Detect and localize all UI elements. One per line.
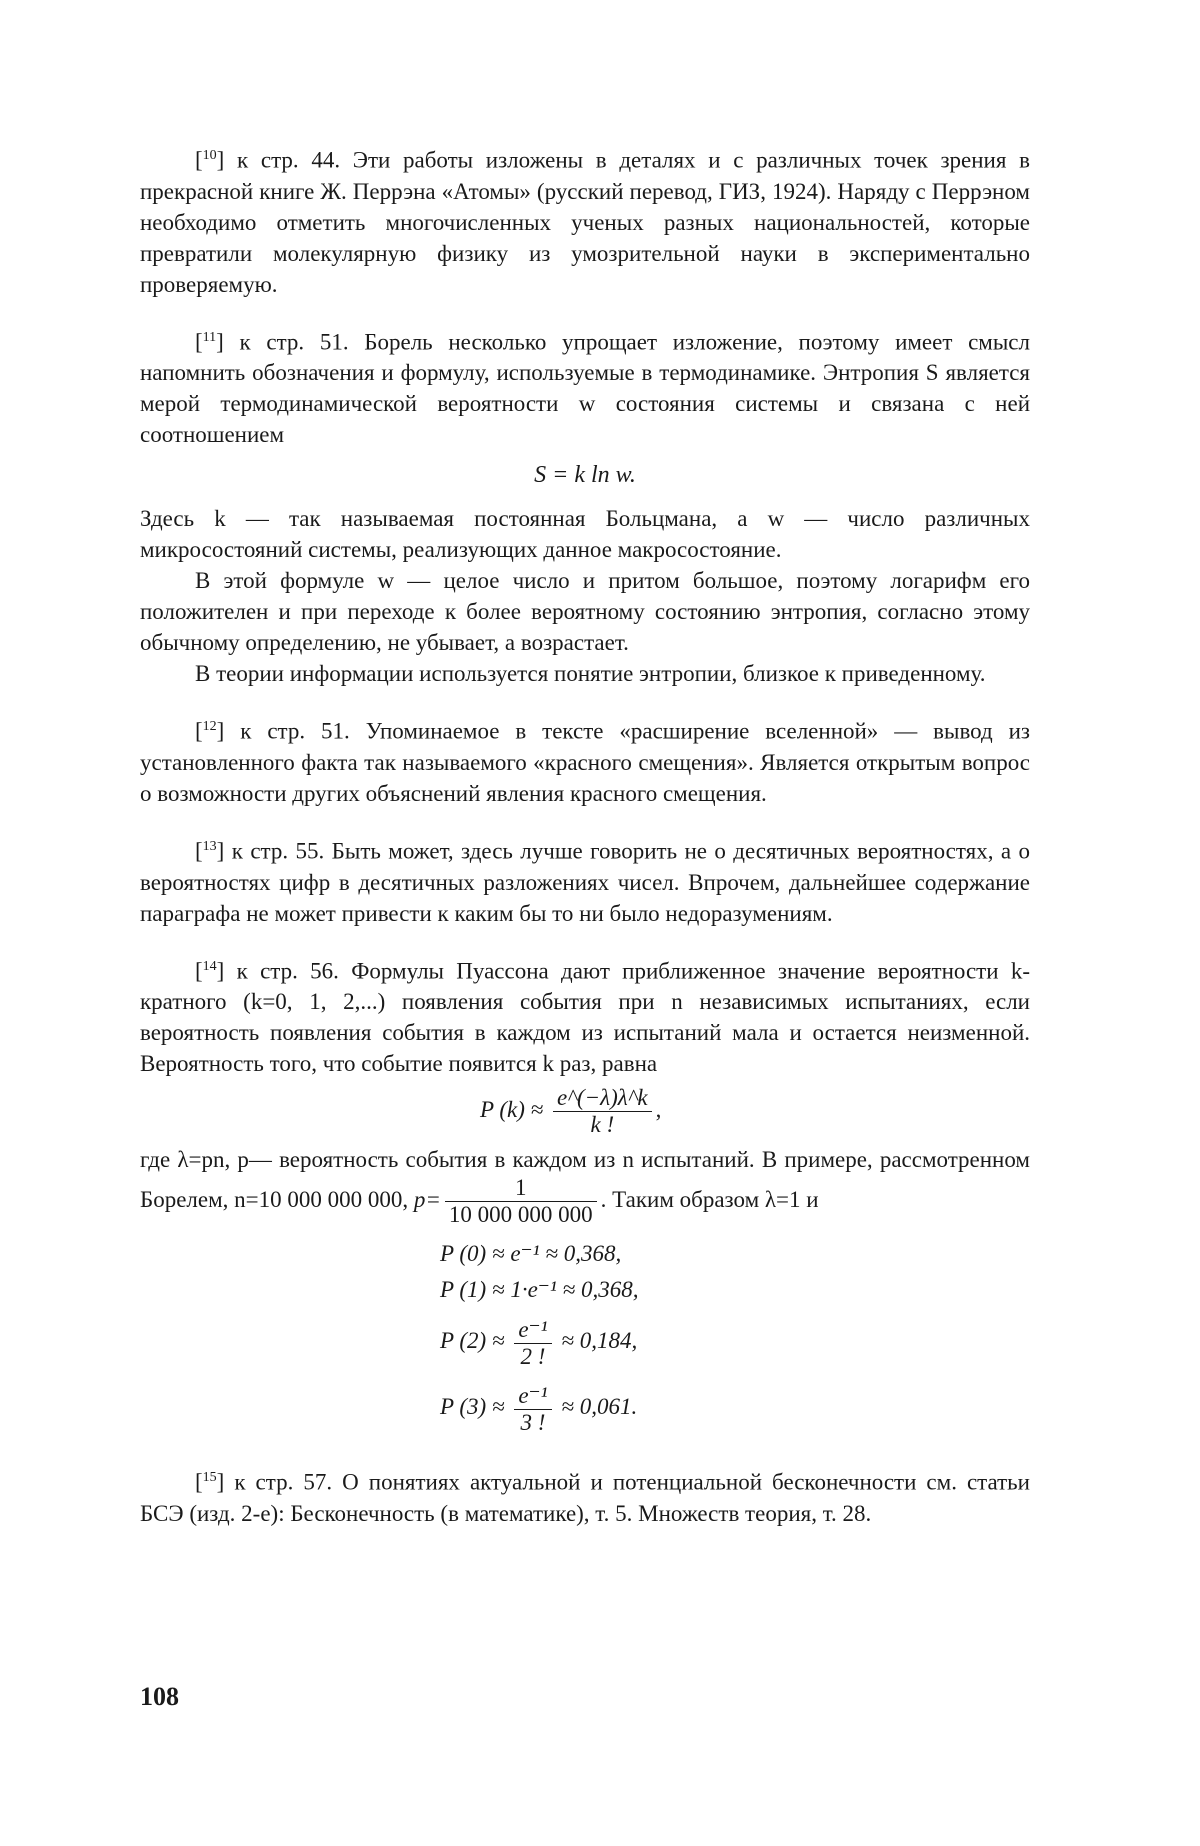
note-text: к стр. 56. Формулы Пуассона дают приближенное значение вероятности k-кратного (k=0, 1, 2,...) появления события при n независимых испытаниях, если вероятность появления события в каждом из испытаний мала и остается неизменной. Вероятность того, что событие появится k раз, равна — [140, 958, 1030, 1077]
equation-p2 — [440, 1308, 1030, 1374]
probability-equations — [440, 1236, 1030, 1440]
note-14: [$^{14}$] к стр. 56. Формулы Пуассона дают приближенное значение вероятности k-кратного (k=0, 1, 2,...) появления события при n независимых испытаниях, если вероятность появления события в каждом из испытаний мала и остается неизменной. Вероятность того, что событие появится k раз, равна — [140, 958, 1030, 1077]
note-13: [$^{13}$] к стр. 55. Быть может, здесь лучше говорить не о десятичных вероятностях, а о вероятностях цифр в десятичных разложениях чисел. Впрочем, дальнейшее содержание параграфа не может привести к каким бы то ни было недоразумениям. — [140, 838, 1030, 926]
equation-p2-num: e⁻¹ — [514, 1317, 551, 1344]
poisson-numerator: e^(−λ)λ^k — [553, 1085, 652, 1112]
note-ref: 12 — [202, 719, 217, 735]
note-15: [$^{15}$] к стр. 57. О понятиях актуальной и потенциальной бесконечности см. статьи БСЭ (изд. 2-е): Бесконечность (в математике), т. 5. Множеств теория, т. 28. — [140, 1469, 1030, 1526]
note-ref: 11 — [202, 329, 217, 345]
note-text: к стр. 55. Быть может, здесь лучше говорить не о десятичных вероятностях, а о вероятностях цифр в десятичных разложениях чисел. Впрочем, дальнейшее содержание параграфа не может привести к каким бы то ни было недоразумениям. — [140, 838, 1030, 926]
note-14-where: где λ=pn, p— вероятность события в каждом из n испытаний. В примере, рассмотренном Борелем, n=10 000 000 000, — [140, 1147, 1030, 1213]
note-11-text-d: В теории информации используется понятие энтропии, близкое к приведенному. — [195, 661, 986, 687]
note-text: к стр. 44. Эти работы изложены в деталях и с различных точек зрения в прекрасной книге Ж. Перрэна «Атомы» (русский перевод, ГИЗ, 1924). Наряду с Перрэном необходимо отметить многочисленных ученых разных национальностей, которые превратили молекулярную физику из умозрительной науки в экспериментально проверяемую. — [140, 147, 1030, 297]
note-ref: 15 — [202, 1470, 217, 1486]
p-numerator: 1 — [445, 1175, 597, 1202]
poisson-lhs: P (k) ≈ — [480, 1097, 544, 1123]
poisson-fraction — [553, 1085, 652, 1138]
note-ref: 10 — [202, 148, 217, 163]
equation-p3-rhs: ≈ 0,061. — [561, 1394, 638, 1420]
equation-p2-fraction — [514, 1317, 551, 1370]
equation-p3-den: 3 ! — [520, 1409, 546, 1435]
poisson-denominator: k ! — [590, 1112, 615, 1138]
p-fraction — [445, 1175, 597, 1228]
notes-column — [140, 140, 1030, 1529]
note-14-thus: . Таким образом λ=1 и — [600, 1187, 819, 1213]
page-number: 108 — [140, 1682, 179, 1711]
note-11: [$^{11}$] к стр. 51. Борель несколько упрощает изложение, поэтому имеет смысл напомнить обозначения и формулу, используемые в термодинамике. Энтропия S является мерой термодинамической вероятности w состояния системы и связана с ней соотношением — [140, 329, 1030, 448]
note-ref: 13 — [202, 838, 217, 854]
entropy-formula: S = k ln w. — [534, 462, 636, 489]
equation-p2-rhs: ≈ 0,184, — [561, 1328, 638, 1354]
equation-p3-num: e⁻¹ — [514, 1383, 551, 1410]
note-text: к стр. 51. Упоминаемое в тексте «расширение вселенной» — вывод из установленного факта так называемого «красного смещения». Является открытым вопрос о возможности других объяснений явления красного смещения. — [140, 718, 1030, 806]
poisson-formula: P (k) ≈ $\frac{e\^{}(-\lambda)\lambda\^{}k}{k !}$ , — [480, 1085, 662, 1138]
equation-p2-den: 2 ! — [520, 1343, 546, 1369]
equation-p2-lhs: P (2) ≈ — [440, 1328, 505, 1354]
note-12: [$^{12}$] к стр. 51. Упоминаемое в тексте «расширение вселенной» — вывод из установленного факта так называемого «красного смещения». Является открытым вопрос о возможности других объяснений явления красного смещения. — [140, 718, 1030, 806]
equation-p3 — [440, 1374, 1030, 1440]
p-lhs: p= — [413, 1187, 441, 1213]
note-ref: 14 — [202, 958, 217, 974]
equation-p0: P (0) ≈ e⁻¹ ≈ 0,368, — [440, 1241, 622, 1267]
note-14-text-b — [140, 1144, 1030, 1228]
note-text: к стр. 57. О понятиях актуальной и потенциальной бесконечности см. статьи БСЭ (изд. 2-е): Бесконечность (в математике), т. 5. Множеств теория, т. 28. — [140, 1469, 1030, 1526]
note-11-text-b: Здесь k — так называемая постоянная Больцмана, а w — число различных микросостояний системы, реализующих данное макросостояние. — [140, 506, 1030, 563]
note-10: [$^{10}$] к стр. 44. Эти работы изложены в деталях и с различных точек зрения в прекрасной книге Ж. Перрэна «Атомы» (русский перевод, ГИЗ, 1924). Наряду с Перрэном необходимо отметить многочисленных ученых разных национальностей, которые превратили молекулярную физику из умозрительной науки в экспериментально проверяемую. — [140, 147, 1030, 297]
equation-p1: P (1) ≈ 1·e⁻¹ ≈ 0,368, — [440, 1277, 639, 1303]
note-11-text-c: В этой формуле w — целое число и притом большое, поэтому логарифм его положителен и при переходе к более вероятному состоянию энтропия, согласно этому обычному определению, не убывает, а возрастает. — [140, 568, 1030, 656]
equation-p3-lhs: P (3) ≈ — [440, 1394, 505, 1420]
note-text: к стр. 51. Борель несколько упрощает изложение, поэтому имеет смысл напомнить обозначения и формулу, используемые в термодинамике. Энтропия S является мерой термодинамической вероятности w состояния системы и связана с ней соотношением — [140, 329, 1030, 448]
equation-p3-fraction — [514, 1383, 551, 1436]
p-denominator: 10 000 000 000 — [448, 1202, 593, 1228]
